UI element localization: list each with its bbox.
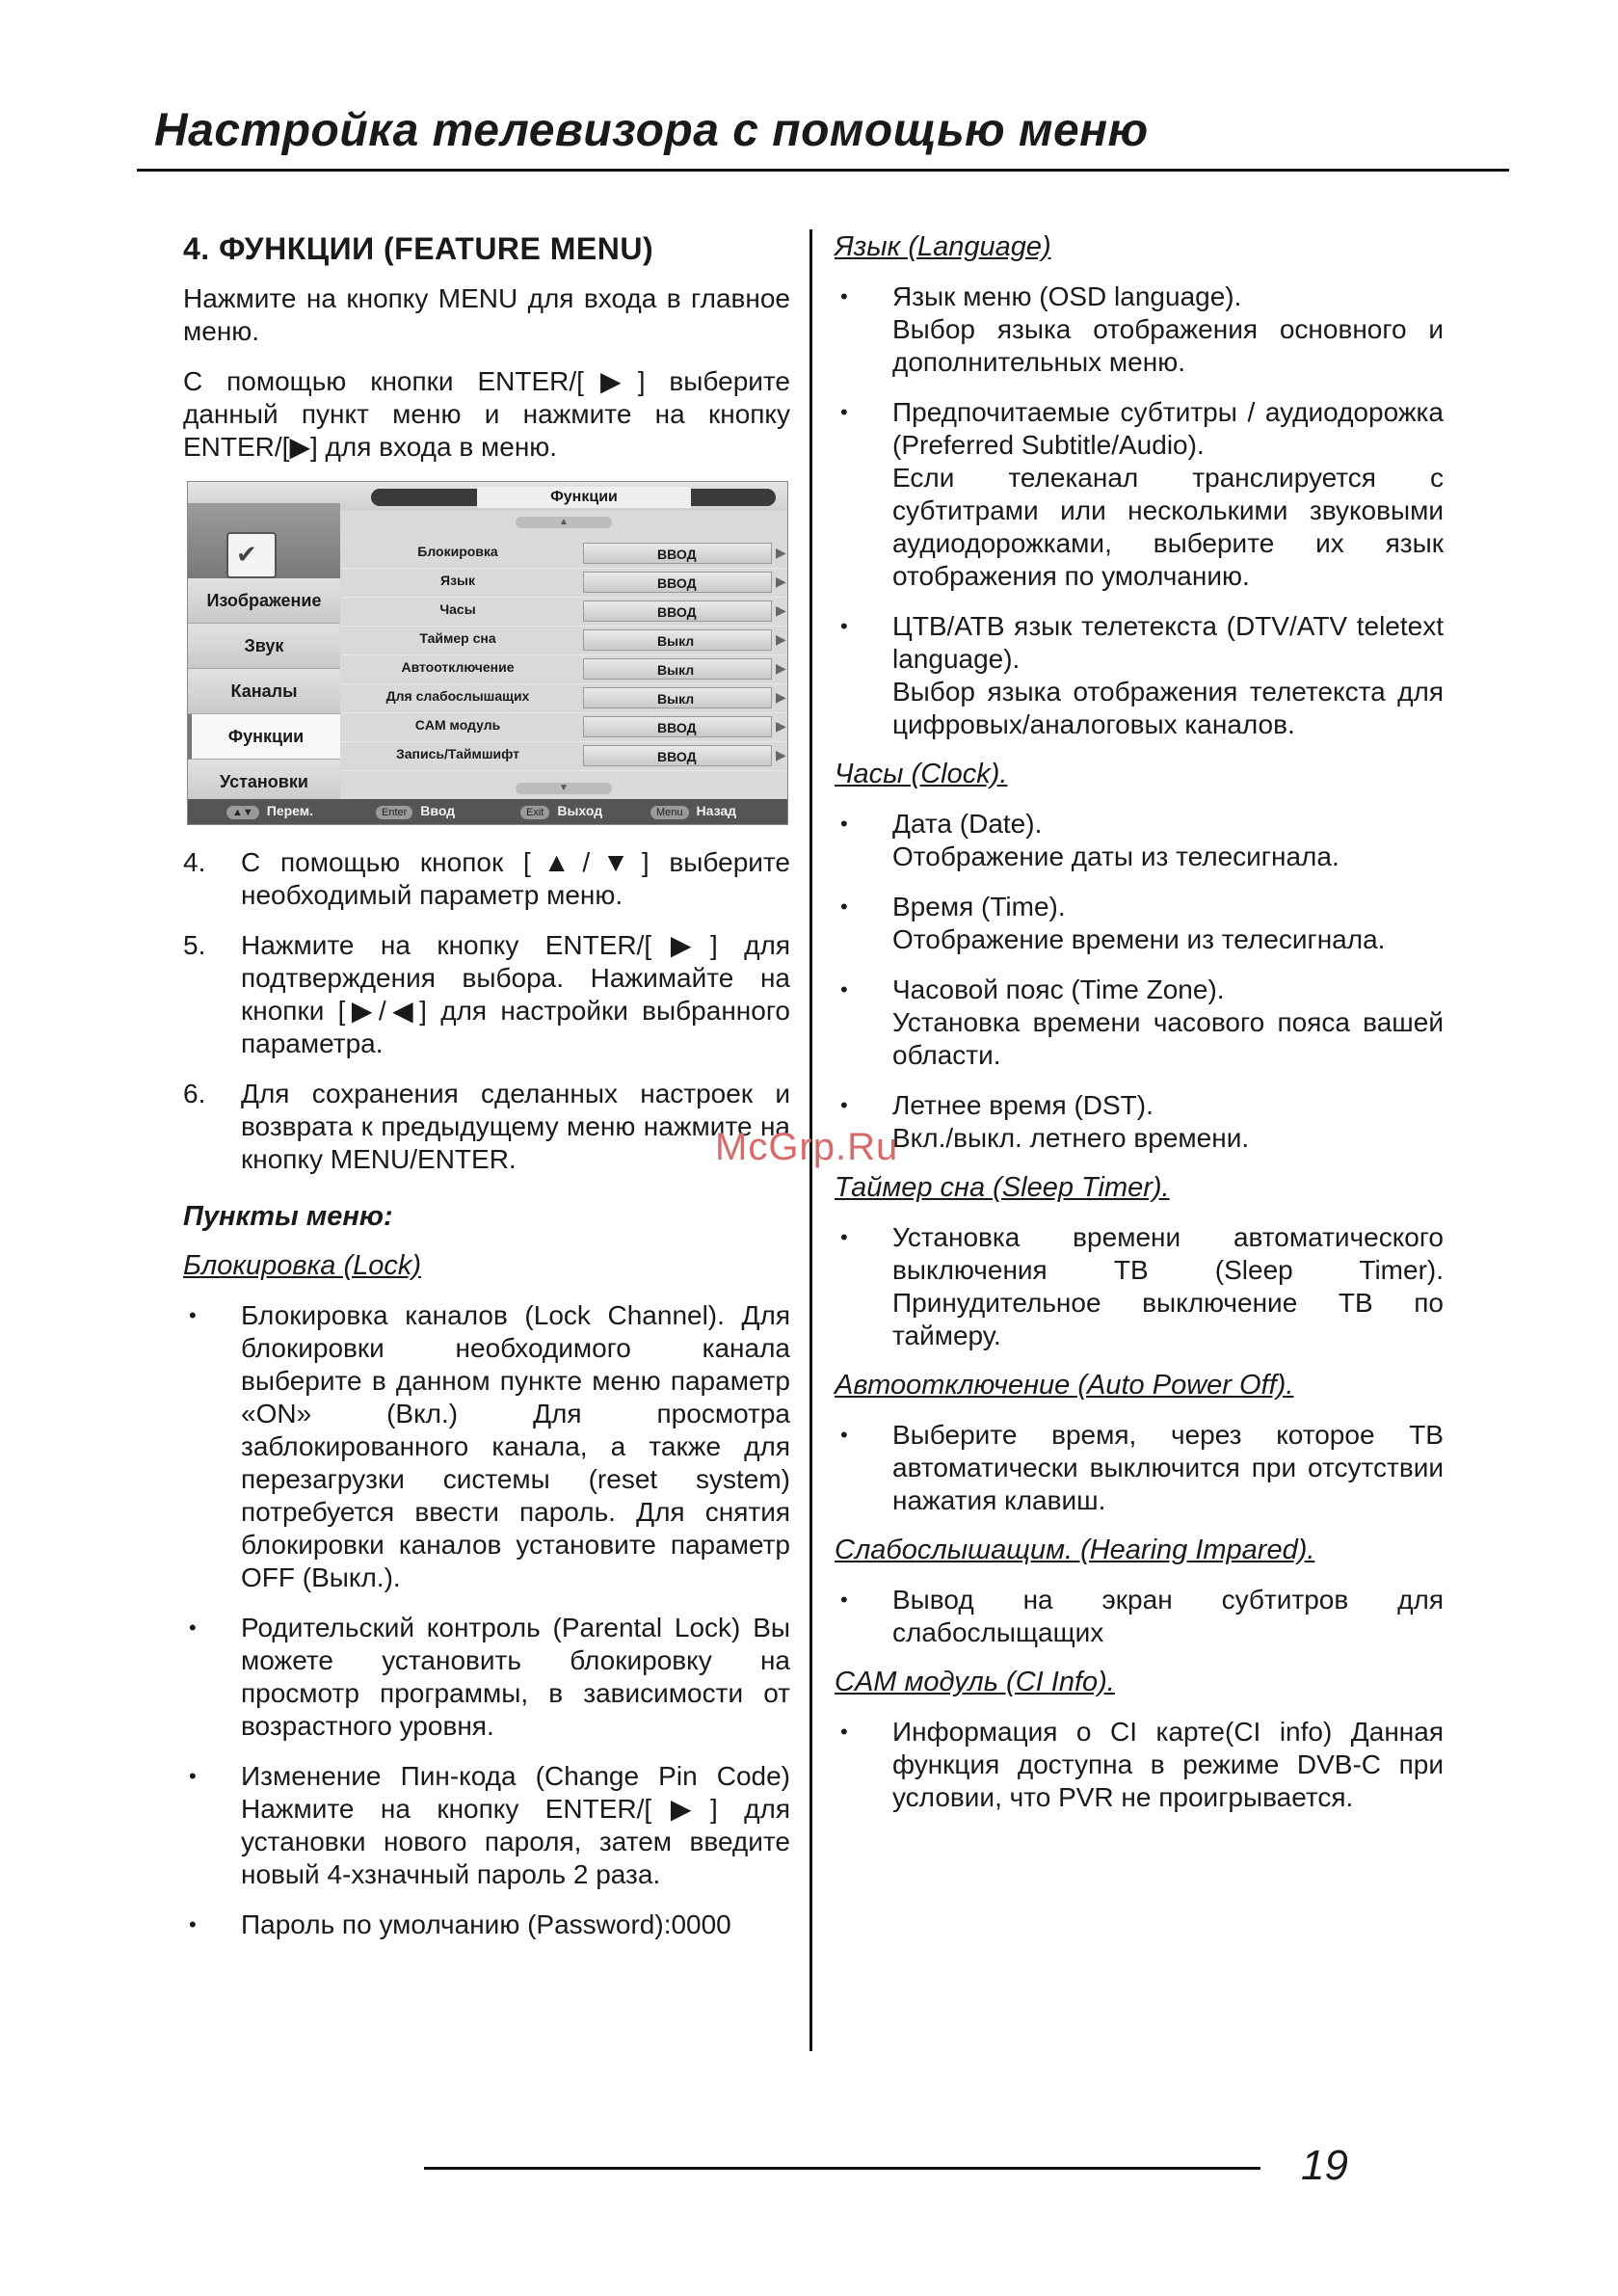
tv-menu-row[interactable] — [342, 540, 787, 569]
lock-heading: Блокировка (Lock) — [183, 1250, 422, 1281]
page-title: Настройка телевизора с помощью меню — [154, 105, 1149, 156]
bullet-item — [835, 891, 1444, 956]
bullet-title: Вывод на экран субтитров для слабослыщащих — [892, 1585, 1444, 1647]
bullet-dot: • — [189, 1912, 197, 1936]
tv-sidebar-item[interactable]: Функции — [188, 714, 340, 760]
chevron-right-icon: ▶ — [776, 602, 786, 618]
language-heading: Язык (Language) — [835, 231, 1051, 262]
bullet-dot: • — [840, 1093, 848, 1117]
cam-bullets — [835, 1716, 1444, 1814]
bullet-title: Дата (Date). — [892, 809, 1043, 839]
tv-sidebar-item[interactable]: Установки — [188, 760, 340, 805]
bullet-item — [183, 1909, 790, 1941]
chevron-right-icon: ▶ — [776, 574, 786, 589]
sleep-timer-bullets — [835, 1221, 1444, 1352]
cam-heading: CAM модуль (CI Info). — [835, 1667, 1115, 1697]
bullet-title: Выберите время, через которое ТВ автоматически выключится при отсутствии нажатия клавиш. — [892, 1420, 1444, 1515]
tv-menu-row[interactable] — [342, 655, 787, 684]
tv-row-value: ВВОД — [583, 601, 772, 622]
watermark: McGrp.Ru — [715, 1126, 899, 1168]
tv-row-value: ВВОД — [583, 745, 772, 766]
bullet-title: Предпочитаемые субтитры / аудиодорожка (Preferred Subtitle/Audio). — [892, 397, 1444, 460]
section-heading: 4. ФУНКЦИИ (FEATURE MENU) — [183, 231, 654, 266]
tv-footer-item — [226, 803, 313, 819]
chevron-right-icon: ▶ — [776, 689, 786, 705]
bullet-dot: • — [840, 812, 848, 836]
bullet-detail: Установка времени часового пояса вашей области. — [892, 1007, 1444, 1070]
bullet-item — [183, 1299, 790, 1594]
bullet-item — [835, 1221, 1444, 1352]
tv-footer-item — [650, 803, 736, 819]
tv-row-label: Часы — [439, 601, 476, 617]
tv-row-label: Для слабослышащих — [385, 688, 530, 704]
bullet-detail: Выбор языка отображения основного и дополнительных меню. — [892, 314, 1444, 377]
bullet-item — [835, 280, 1444, 379]
chevron-right-icon: ▶ — [776, 747, 786, 762]
tv-menu-row[interactable] — [342, 742, 787, 771]
bullet-item — [835, 610, 1444, 741]
tv-menu-row[interactable] — [342, 684, 787, 713]
page-number: 19 — [1301, 2142, 1348, 2189]
step-number: 5. — [183, 930, 206, 960]
checklist-icon: ✔ — [226, 532, 277, 578]
bullet-dot: • — [840, 614, 848, 638]
scroll-up-icon: ▲ — [516, 517, 612, 528]
tv-footer-key: Enter — [376, 806, 412, 819]
tv-menu-row[interactable] — [342, 569, 787, 598]
tv-menu-sidebar — [188, 578, 340, 805]
bullet-title: Время (Time). — [892, 892, 1066, 921]
tv-footer-label: Назад — [696, 803, 737, 818]
clock-bullets — [835, 808, 1444, 1155]
bullet-title: Язык меню (OSD language). — [892, 281, 1242, 311]
bullet-dot: • — [840, 284, 848, 308]
tv-sidebar-item[interactable]: Изображение — [188, 578, 340, 624]
tv-menu-rows — [342, 540, 787, 771]
intro-paragraph: Нажмите на кнопку MENU для входа в главное меню. — [183, 283, 790, 346]
tv-row-label: Блокировка — [417, 544, 498, 559]
bullet-dot: • — [189, 1764, 197, 1788]
hearing-heading: Слабослышащим. (Hearing Impared). — [835, 1535, 1315, 1565]
bullet-item — [183, 1760, 790, 1891]
bullet-title: ЦТВ/АТВ язык телетекста (DTV/ATV teletext language). — [892, 611, 1444, 674]
bullet-detail: Отображение времени из телесигнала. — [892, 924, 1386, 954]
sleep-timer-heading: Таймер сна (Sleep Timer). — [835, 1172, 1170, 1203]
tv-row-value: Выкл — [583, 629, 772, 651]
tv-row-label: Автоотключение — [401, 659, 515, 675]
bullet-text: Блокировка каналов (Lock Channel). Для блокировки необходимого канала выберите в данном пункте меню параметр «ON» (Вкл.) Для просмотра заблокированного канала, а также для перезагрузки системы (reset system) потребуется ввести пароль. Для снятия блокировки каналов установите параметр OFF (Выкл.). — [241, 1300, 790, 1592]
clock-heading: Часы (Clock). — [835, 759, 1008, 789]
step-item — [183, 929, 790, 1060]
tv-menu-row[interactable] — [342, 713, 787, 742]
step-text: С помощью кнопок [▲/▼] выберите необходимый параметр меню. — [241, 847, 790, 910]
chevron-right-icon: ▶ — [776, 545, 786, 560]
right-column — [835, 231, 1444, 1831]
bullet-dot: • — [840, 1423, 848, 1447]
bullet-detail: Вкл./выкл. летнего времени. — [892, 1123, 1250, 1153]
bullet-detail: Если телеканал транслируется с субтитрами или несколькими звуковыми аудиодорожками, выберите их язык отображения по умолчанию. — [892, 463, 1444, 591]
tv-menu-row[interactable] — [342, 627, 787, 655]
tv-footer-key: Menu — [650, 806, 689, 819]
auto-off-bullets — [835, 1419, 1444, 1517]
tv-sidebar-item[interactable]: Каналы — [188, 669, 340, 714]
bullet-item — [835, 808, 1444, 873]
auto-off-heading: Автоотключение (Auto Power Off). — [835, 1370, 1294, 1401]
step-text: Для сохранения сделанных настроек и возврата к предыдущему меню нажмите на кнопку MENU/ENTER. — [241, 1079, 790, 1174]
bullet-detail: Выбор языка отображения телетекста для цифровых/аналоговых каналов. — [892, 677, 1444, 739]
bullet-text: Пароль по умолчанию (Password):0000 — [241, 1909, 731, 1939]
bullet-title: Летнее время (DST). — [892, 1090, 1154, 1120]
tv-menu-title: Функции — [477, 487, 691, 508]
bullet-dot: • — [840, 1588, 848, 1612]
chevron-right-icon: ▶ — [776, 718, 786, 734]
step-item — [183, 846, 790, 912]
bullet-text: Родительский контроль (Parental Lock) Вы можете установить блокировку на просмотр программы, в зависимости от возрастного уровня. — [241, 1613, 790, 1741]
step-number: 6. — [183, 1079, 206, 1108]
bullet-item — [835, 396, 1444, 593]
bullet-dot: • — [840, 977, 848, 1001]
language-bullets — [835, 280, 1444, 741]
bullet-dot: • — [840, 400, 848, 424]
bullet-text: Изменение Пин-кода (Change Pin Code) Нажмите на кнопку ENTER/[▶] для установки нового пароля, затем введите новый 4-хзначный пароль 2 раза. — [241, 1761, 790, 1889]
bullet-item — [835, 974, 1444, 1072]
bullet-dot: • — [189, 1303, 197, 1327]
intro-paragraph: С помощью кнопки ENTER/[▶] выберите данный пункт меню и нажмите на кнопку ENTER/[▶] для входа в меню. — [183, 366, 790, 462]
tv-row-value: Выкл — [583, 687, 772, 708]
step-text: Нажмите на кнопку ENTER/[▶] для подтверждения выбора. Нажимайте на кнопки [▶/◀] для настройки выбранного параметра. — [241, 930, 790, 1058]
bullet-dot: • — [189, 1615, 197, 1640]
tv-footer-label: Выход — [557, 803, 603, 818]
tv-row-label: Таймер сна — [419, 630, 496, 646]
bullet-item — [835, 1716, 1444, 1814]
tv-row-label: Язык — [440, 573, 475, 588]
tv-menu-row[interactable] — [342, 598, 787, 627]
bullet-title: Информация о CI карте(CI info) Данная функция доступна в режиме DVB-C при условии, что PVR не проигрывается. — [892, 1717, 1444, 1812]
tv-footer-key: ▲▼ — [226, 806, 259, 819]
tv-footer-key: Exit — [520, 806, 549, 819]
title-rule — [137, 169, 1509, 172]
tv-row-value: ВВОД — [583, 543, 772, 564]
tv-footer-label: Перем. — [266, 803, 314, 818]
tv-footer-item — [520, 803, 602, 819]
bottom-rule — [424, 2167, 1260, 2170]
steps-list — [183, 846, 790, 1176]
tv-footer-label: Ввод — [420, 803, 456, 818]
bullet-item — [835, 1089, 1444, 1155]
bullet-detail: Отображение даты из телесигнала. — [892, 841, 1339, 871]
hearing-bullets — [835, 1584, 1444, 1649]
chevron-right-icon: ▶ — [776, 631, 786, 647]
bullet-item — [835, 1584, 1444, 1649]
tv-row-value: ВВОД — [583, 572, 772, 593]
bullet-title: Установка времени автоматического выключения ТВ (Sleep Timer). Принудительное выключение ТВ по таймеру. — [892, 1222, 1444, 1350]
bullet-dot: • — [840, 1225, 848, 1249]
menu-points-heading: Пункты меню: — [183, 1201, 393, 1232]
step-item — [183, 1078, 790, 1176]
left-column — [183, 231, 790, 1959]
bullet-item — [835, 1419, 1444, 1517]
scroll-down-icon: ▼ — [516, 783, 612, 794]
tv-menu-footer — [188, 799, 787, 824]
bullet-dot: • — [840, 894, 848, 919]
bullet-title: Часовой пояс (Time Zone). — [892, 974, 1225, 1004]
bullet-item — [183, 1612, 790, 1743]
step-number: 4. — [183, 847, 206, 877]
lock-bullets — [183, 1299, 790, 1941]
chevron-right-icon: ▶ — [776, 660, 786, 676]
tv-row-label: CAM модуль — [414, 717, 501, 733]
tv-row-value: ВВОД — [583, 716, 772, 737]
tv-footer-item — [376, 803, 455, 819]
tv-feature-menu-screenshot — [187, 481, 788, 825]
bullet-dot: • — [840, 1720, 848, 1744]
tv-row-label: Запись/Таймшифт — [395, 746, 520, 761]
tv-row-value: Выкл — [583, 658, 772, 680]
tv-sidebar-item[interactable]: Звук — [188, 624, 340, 669]
